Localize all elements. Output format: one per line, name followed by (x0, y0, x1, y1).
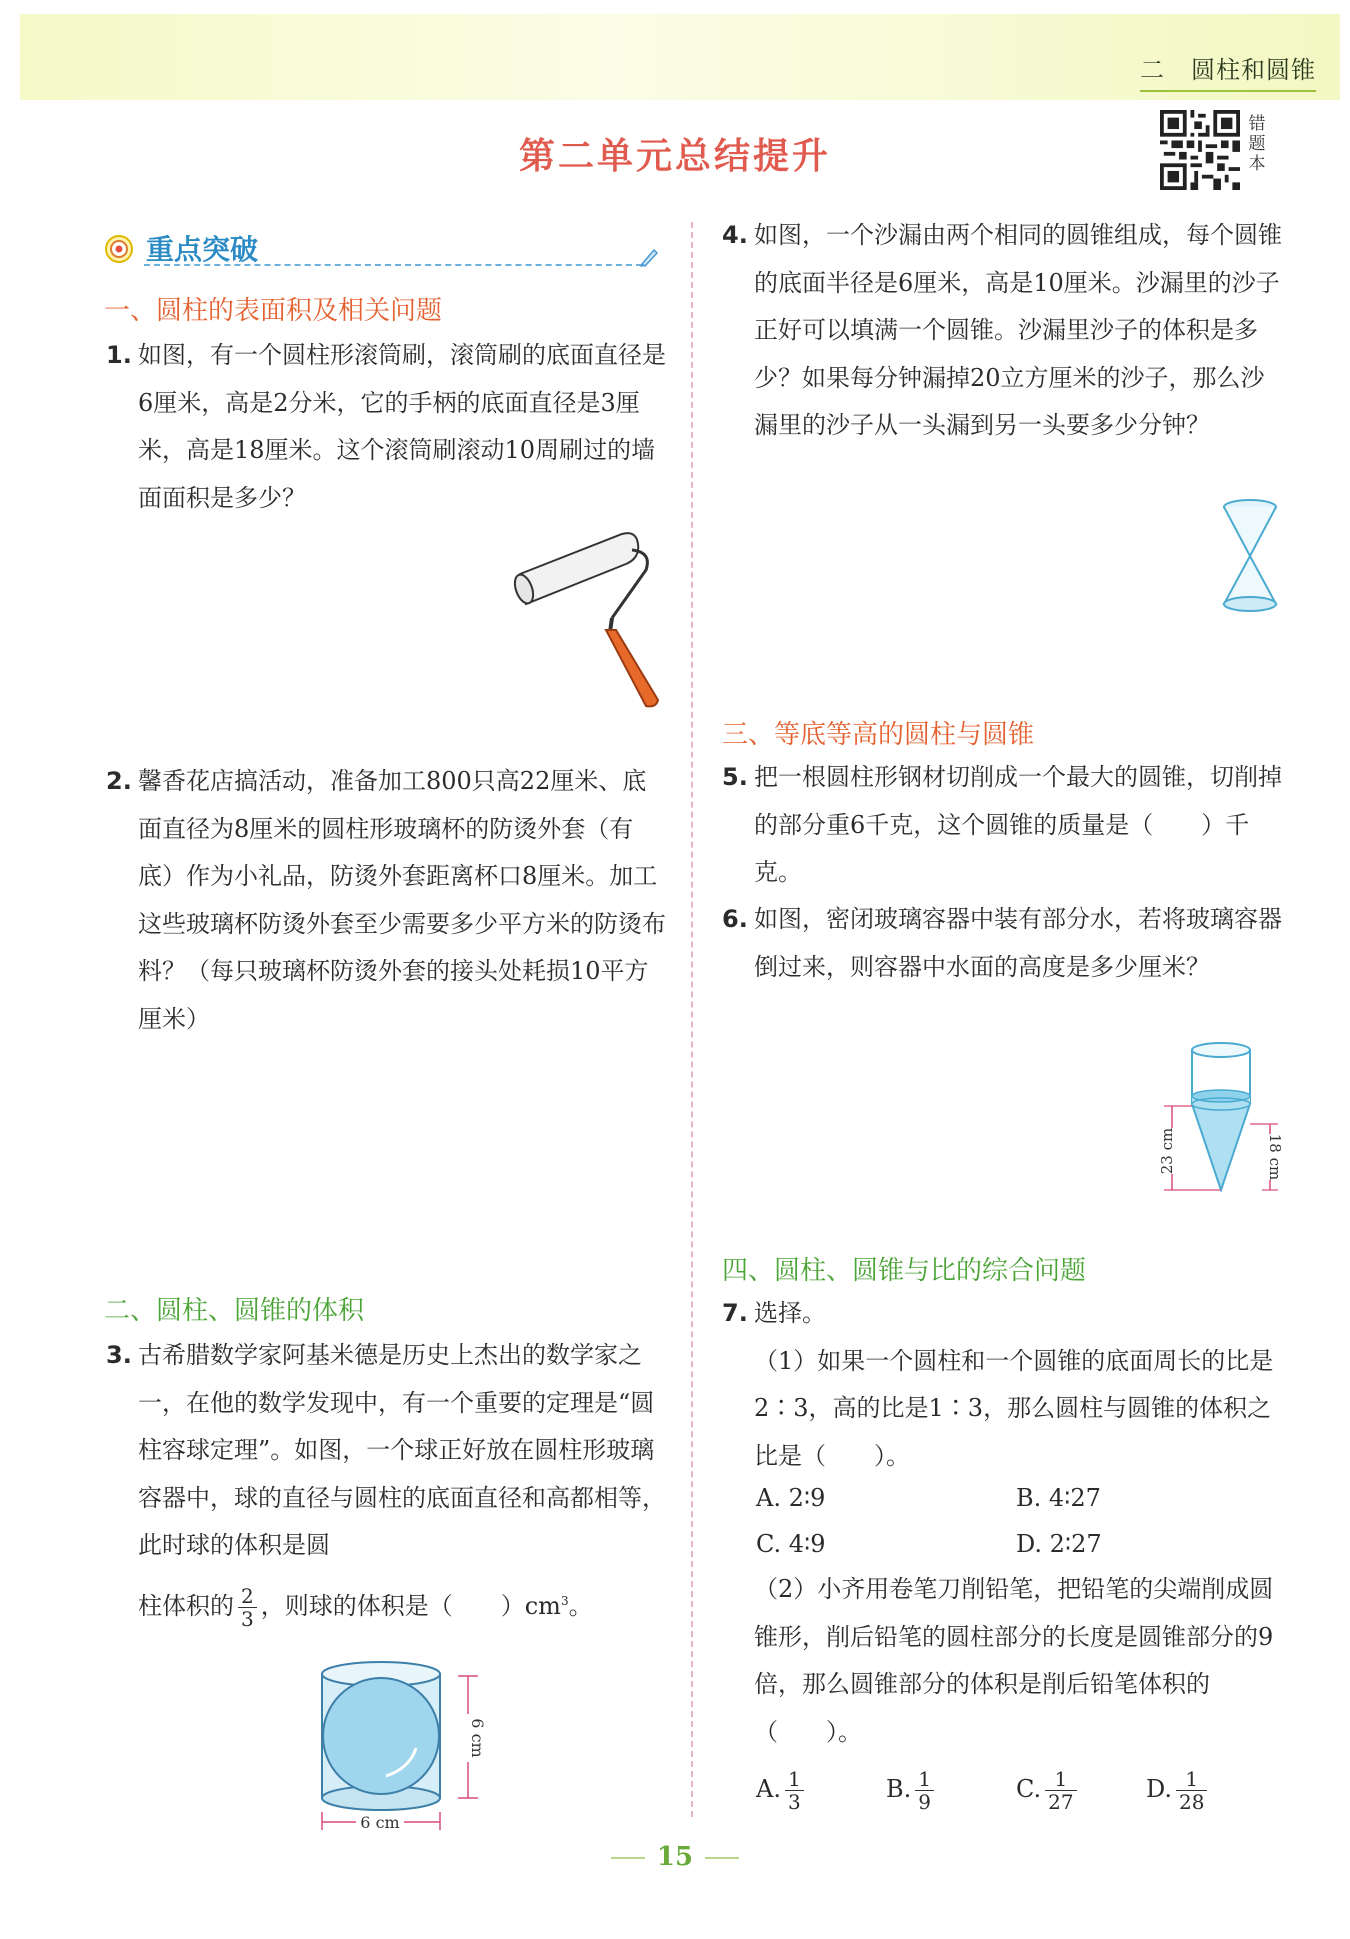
option-1a[interactable]: A. 2∶9 (756, 1484, 826, 1512)
qr-label: 错题本 (1248, 114, 1266, 174)
tail-prefix: 柱体积的 (138, 1591, 234, 1620)
fraction-denominator: 3 (787, 1790, 801, 1814)
question-7-part-1: （1）如果一个圆柱和一个圆锥的底面周长的比是2∶3，高的比是1∶3，那么圆柱与圆锥的体积之比是（ ）。 (754, 1346, 1274, 1470)
chapter-number: 二 (1140, 56, 1165, 84)
fraction-numerator: 1 (915, 1768, 934, 1791)
roller-brush-figure (512, 522, 668, 710)
question-text: 古希腊数学家阿基米德是历史上杰出的数学家之一，在他的数学发现中，有一个重要的定理是“圆柱容球定理”。如图，一个球正好放在圆柱形玻璃容器中，球的直径与圆柱的底面直径和高都相等，此时球的体积是圆 (138, 1341, 666, 1559)
option-fraction (785, 1768, 804, 1813)
pen-icon (638, 244, 660, 268)
question-tail (138, 1578, 666, 1631)
page-title: 第二单元总结提升 (518, 136, 831, 177)
option-1b[interactable]: B. 4∶27 (1016, 1484, 1101, 1512)
page-number (0, 1842, 1350, 1872)
chapter-label (1140, 50, 1316, 92)
question-4 (722, 212, 1284, 450)
option-2d[interactable] (1146, 1768, 1211, 1813)
right-height-label: 18 cm (1266, 1133, 1284, 1181)
option-2a[interactable] (756, 1768, 808, 1813)
question-text: 选择。 (754, 1299, 826, 1327)
focus-heading (104, 228, 660, 268)
section-2-heading: 二、圆柱、圆锥的体积 (104, 1296, 365, 1326)
option-fraction (1176, 1768, 1207, 1813)
option-letter: D. (1146, 1775, 1173, 1803)
question-1 (106, 332, 666, 522)
question-number: 6. (722, 905, 748, 933)
container-figure (1148, 1040, 1284, 1192)
section-1-heading: 一、圆柱的表面积及相关问题 (104, 296, 443, 326)
chapter-title: 圆柱和圆锥 (1191, 56, 1316, 84)
question-text: 如图，有一个圆柱形滚筒刷，滚筒刷的底面直径是6厘米，高是2分米，它的手柄的底面直径是3厘米，高是18厘米。这个滚筒刷滚动10周刷过的墙面面积是多少？ (138, 341, 666, 512)
question-7 (722, 1290, 1284, 1480)
question-text: 如图，一个沙漏由两个相同的圆锥组成，每个圆锥的底面半径是6厘米，高是10厘米。沙漏里的沙子正好可以填满一个圆锥。沙漏里沙子的体积是多少？如果每分钟漏掉20立方厘米的沙子，那么沙漏里的沙子从一头漏到另一头要多少分钟？ (754, 221, 1282, 439)
question-number: 2. (106, 767, 132, 795)
option-1d[interactable]: D. 2∶27 (1016, 1530, 1102, 1558)
question-text: 把一根圆柱形钢材切削成一个最大的圆锥，切削掉的部分重6千克，这个圆锥的质量是（ ）千克。 (754, 763, 1282, 886)
option-fraction (915, 1768, 934, 1813)
question-number: 3. (106, 1341, 132, 1369)
fraction-numerator: 1 (1045, 1768, 1076, 1791)
unit-exponent: 3 (560, 1593, 569, 1608)
target-icon (104, 234, 134, 264)
qr-code-icon[interactable] (1160, 110, 1240, 190)
tail-suffix: ，则球的体积是（ ）cm (260, 1591, 561, 1620)
question-text: 如图，密闭玻璃容器中装有部分水，若将玻璃容器倒过来，则容器中水面的高度是多少厘米？ (754, 905, 1282, 981)
question-2 (106, 758, 666, 1043)
fraction-denominator: 9 (918, 1790, 931, 1814)
fraction-two-thirds (238, 1585, 257, 1630)
question-6 (722, 896, 1284, 991)
width-label: 6 cm (360, 1813, 400, 1832)
tail-end: 。 (568, 1591, 593, 1620)
fraction-numerator: 2 (238, 1585, 257, 1608)
option-fraction (1045, 1768, 1076, 1813)
sphere-in-cylinder-figure (312, 1656, 488, 1832)
fraction-numerator: 1 (785, 1768, 804, 1791)
option-1c[interactable]: C. 4∶9 (756, 1530, 826, 1558)
fraction-denominator: 28 (1179, 1790, 1205, 1814)
section-4-heading: 四、圆柱、圆锥与比的综合问题 (722, 1256, 1087, 1286)
question-5 (722, 754, 1284, 897)
option-2b[interactable] (886, 1768, 938, 1813)
left-height-label: 23 cm (1158, 1127, 1176, 1175)
question-number: 4. (722, 221, 748, 249)
option-letter: A. (756, 1775, 781, 1803)
section-3-heading: 三、等底等高的圆柱与圆锥 (722, 720, 1035, 750)
column-divider (691, 222, 693, 1817)
question-number: 5. (722, 763, 748, 791)
hourglass-figure (1218, 498, 1282, 614)
fraction-denominator: 27 (1048, 1790, 1074, 1814)
page-number-value: 15 (656, 1842, 694, 1872)
focus-underline (144, 264, 642, 266)
fraction-denominator: 3 (241, 1606, 254, 1631)
option-2c[interactable] (1016, 1768, 1081, 1813)
question-number: 1. (106, 341, 132, 369)
question-3 (106, 1332, 666, 1630)
option-letter: C. (1016, 1775, 1042, 1803)
height-label: 6 cm (468, 1718, 487, 1758)
question-7-part-2-block (722, 1566, 1284, 1756)
fraction-numerator: 1 (1176, 1768, 1207, 1791)
option-letter: B. (886, 1775, 912, 1803)
question-text: 馨香花店搞活动，准备加工800只高22厘米、底面直径为8厘米的圆柱形玻璃杯的防烫外套（有底）作为小礼品，防烫外套距离杯口8厘米。加工这些玻璃杯防烫外套至少需要多少平方米的防烫布料？（每只玻璃杯防烫外套的接头处耗损10平方厘米） (138, 767, 666, 1033)
question-number: 7. (722, 1299, 748, 1327)
question-7-part-2: （2）小齐用卷笔刀削铅笔，把铅笔的尖端削成圆锥形，削后铅笔的圆柱部分的长度是圆锥部分的9倍，那么圆锥部分的体积是削后铅笔体积的（ ）。 (754, 1575, 1274, 1746)
focus-label: 重点突破 (146, 233, 259, 266)
